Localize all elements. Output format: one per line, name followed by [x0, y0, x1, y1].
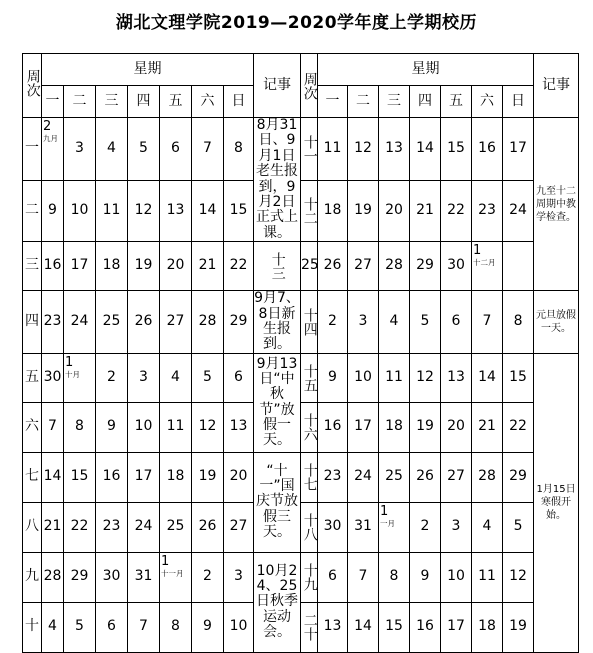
day-cell: 27 — [160, 291, 192, 354]
weekday-header: 六 — [192, 86, 224, 118]
day-cell: 30 — [318, 502, 348, 552]
day-cell: 10 — [441, 552, 472, 602]
day-cell: 7 — [42, 402, 64, 452]
week-row — [23, 552, 579, 602]
day-cell: 25 — [96, 291, 128, 354]
calendar-body — [23, 54, 579, 653]
day-cell: 8 — [64, 402, 96, 452]
day-cell: 12 — [192, 402, 224, 452]
day-cell: 15 — [379, 602, 410, 652]
day-cell: 2 — [96, 353, 128, 402]
notes-header-right: 记事 — [534, 54, 579, 118]
day-cell: 26 — [128, 291, 160, 354]
day-cell: 13 — [379, 118, 410, 181]
note-cell — [534, 291, 579, 354]
day-cell: 10 — [348, 353, 379, 402]
day-cell — [42, 118, 64, 181]
day-cell: 21 — [472, 402, 503, 452]
day-cell: 20 — [441, 402, 472, 452]
day-cell: 11 — [318, 118, 348, 181]
day-cell: 11 — [96, 180, 128, 241]
day-cell: 30 — [96, 552, 128, 602]
day-cell: 9 — [192, 602, 224, 652]
week-number-cell: 四 — [23, 291, 42, 354]
day-cell: 4 — [379, 291, 410, 354]
weekday-header: 日 — [503, 86, 534, 118]
day-cell: 19 — [192, 452, 224, 502]
day-cell: 21 — [42, 502, 64, 552]
day-cell: 6 — [318, 552, 348, 602]
day-cell: 25 — [160, 502, 192, 552]
day-cell: 8 — [224, 118, 254, 181]
day-cell: 14 — [348, 602, 379, 652]
week-number-cell: 六 — [23, 402, 42, 452]
week-row — [23, 291, 579, 354]
day-cell: 18 — [96, 242, 128, 291]
day-cell: 17 — [64, 242, 96, 291]
week-number-cell: 五 — [23, 353, 42, 402]
day-cell: 29 — [410, 242, 441, 291]
month-label: 十月 — [65, 369, 80, 379]
note-text: 9月7、8日新生报到。 — [254, 290, 300, 353]
day-cell: 26 — [192, 502, 224, 552]
weekday-group-header-left: 星期 — [42, 54, 254, 86]
day-cell: 4 — [472, 502, 503, 552]
notes-header-left: 记事 — [254, 54, 301, 118]
note-cell — [254, 353, 301, 452]
day-cell: 3 — [441, 502, 472, 552]
day-cell: 21 — [192, 242, 224, 291]
week-number-cell: 二十 — [301, 602, 318, 652]
day-cell: 14 — [192, 180, 224, 241]
day-cell: 20 — [160, 242, 192, 291]
day-cell: 3 — [64, 118, 96, 181]
day-cell: 13 — [224, 402, 254, 452]
month-start-mark — [380, 505, 395, 529]
day-cell: 20 — [379, 180, 410, 241]
day-cell — [160, 552, 192, 602]
note-cell — [534, 118, 579, 291]
note-cell — [534, 353, 579, 652]
week-row — [23, 353, 579, 402]
day-number: 1 — [473, 243, 482, 259]
week-number-cell: 十一 — [301, 118, 318, 181]
day-cell: 24 — [503, 180, 534, 241]
day-cell: 12 — [410, 353, 441, 402]
week-row — [23, 180, 579, 241]
month-start-mark — [43, 120, 58, 144]
day-cell: 2 — [410, 502, 441, 552]
day-cell: 29 — [503, 452, 534, 502]
week-number-cell: 十三 — [254, 242, 301, 291]
day-cell: 10 — [224, 602, 254, 652]
day-cell: 22 — [441, 180, 472, 241]
day-cell: 6 — [160, 118, 192, 181]
day-cell: 7 — [348, 552, 379, 602]
weekday-group-header-right: 星期 — [318, 54, 534, 86]
month-start-mark — [65, 356, 80, 380]
weekday-header: 五 — [441, 86, 472, 118]
day-cell: 10 — [128, 402, 160, 452]
week-number-cell: 七 — [23, 452, 42, 502]
week-number-cell: 十五 — [301, 353, 318, 402]
day-cell: 19 — [503, 602, 534, 652]
weekday-header: 二 — [64, 86, 96, 118]
note-cell — [254, 118, 301, 242]
day-cell: 9 — [410, 552, 441, 602]
day-cell: 15 — [224, 180, 254, 241]
week-number-header-left — [23, 54, 42, 118]
note-text: 10月24、25日秋季运动会。 — [256, 562, 299, 641]
day-cell: 23 — [318, 452, 348, 502]
day-cell: 6 — [224, 353, 254, 402]
day-cell: 22 — [503, 402, 534, 452]
note-text: 元旦放假一天。 — [536, 309, 577, 334]
day-cell: 20 — [224, 452, 254, 502]
day-cell: 18 — [379, 402, 410, 452]
weekday-header: 六 — [472, 86, 503, 118]
week-number-label: 周次 — [24, 69, 41, 98]
note-cell — [254, 452, 301, 552]
note-text: 九至十二周期中教学检查。 — [536, 185, 577, 223]
day-cell: 29 — [224, 291, 254, 354]
week-row — [23, 118, 579, 181]
day-cell: 18 — [160, 452, 192, 502]
day-cell: 7 — [472, 291, 503, 354]
note-cell — [254, 552, 301, 652]
day-cell: 27 — [441, 452, 472, 502]
week-row — [23, 602, 579, 652]
header-row-1 — [23, 54, 579, 86]
day-cell: 17 — [348, 402, 379, 452]
day-cell: 25 — [301, 242, 318, 291]
month-label: 一月 — [380, 518, 396, 528]
week-number-cell: 十六 — [301, 402, 318, 452]
day-cell: 16 — [318, 402, 348, 452]
day-cell: 14 — [42, 452, 64, 502]
day-number: 1 — [65, 354, 74, 370]
day-cell: 10 — [64, 180, 96, 241]
day-cell: 31 — [128, 552, 160, 602]
day-cell: 22 — [64, 502, 96, 552]
week-row — [23, 402, 579, 452]
note-text: 8月31日、9月1日老生报到，9月2日正式上课。 — [256, 117, 299, 241]
day-cell: 9 — [42, 180, 64, 241]
day-cell: 16 — [96, 452, 128, 502]
day-cell: 11 — [379, 353, 410, 402]
day-cell: 16 — [42, 242, 64, 291]
day-cell: 19 — [410, 402, 441, 452]
day-cell: 2 — [318, 291, 348, 354]
week-number-cell: 十九 — [301, 552, 318, 602]
day-cell: 19 — [128, 242, 160, 291]
day-cell: 12 — [128, 180, 160, 241]
week-number-cell: 十 — [23, 602, 42, 652]
day-cell: 28 — [42, 552, 64, 602]
day-cell: 28 — [192, 291, 224, 354]
weekday-header: 四 — [410, 86, 441, 118]
month-start-mark — [161, 555, 184, 579]
weekday-header: 二 — [348, 86, 379, 118]
day-cell: 3 — [224, 552, 254, 602]
day-number: 1 — [380, 503, 389, 519]
weekday-header: 日 — [224, 86, 254, 118]
day-number: 2 — [43, 119, 52, 134]
day-cell: 31 — [348, 502, 379, 552]
day-number: 1 — [161, 553, 170, 569]
day-cell: 13 — [441, 353, 472, 402]
day-cell: 5 — [503, 502, 534, 552]
day-cell: 22 — [224, 242, 254, 291]
day-cell: 2 — [192, 552, 224, 602]
week-number-cell: 十四 — [301, 291, 318, 354]
week-number-cell: 一 — [23, 118, 42, 181]
day-cell: 6 — [96, 602, 128, 652]
weekday-header: 一 — [42, 86, 64, 118]
day-cell: 26 — [318, 242, 348, 291]
day-cell: 15 — [503, 353, 534, 402]
day-cell: 23 — [96, 502, 128, 552]
day-cell: 17 — [503, 118, 534, 181]
weekday-header: 三 — [96, 86, 128, 118]
day-cell: 3 — [128, 353, 160, 402]
day-cell: 27 — [348, 242, 379, 291]
day-cell: 21 — [410, 180, 441, 241]
day-cell: 5 — [410, 291, 441, 354]
note-text: 9月13日“中秋节”放假一天。 — [256, 355, 298, 449]
weekday-header: 一 — [318, 86, 348, 118]
day-cell: 14 — [410, 118, 441, 181]
day-cell: 16 — [410, 602, 441, 652]
day-cell: 12 — [348, 118, 379, 181]
week-number-cell: 十七 — [301, 452, 318, 502]
note-text: “十一”国庆节放假三天。 — [256, 462, 299, 541]
day-cell: 3 — [348, 291, 379, 354]
note-cell — [254, 291, 301, 354]
day-cell: 18 — [472, 602, 503, 652]
week-row — [23, 242, 579, 291]
day-cell: 23 — [42, 291, 64, 354]
day-cell: 18 — [318, 180, 348, 241]
day-cell: 5 — [128, 118, 160, 181]
day-cell: 9 — [318, 353, 348, 402]
week-number-cell: 三 — [23, 242, 42, 291]
page-title: 湖北文理学院2019—2020学年度上学期校历 — [115, 13, 478, 33]
day-cell — [64, 353, 96, 402]
week-row — [23, 452, 579, 502]
day-cell: 29 — [64, 552, 96, 602]
day-cell: 30 — [42, 353, 64, 402]
day-cell: 17 — [441, 602, 472, 652]
day-cell: 9 — [96, 402, 128, 452]
day-cell: 5 — [64, 602, 96, 652]
day-cell: 6 — [441, 291, 472, 354]
day-cell: 17 — [128, 452, 160, 502]
day-cell: 8 — [503, 291, 534, 354]
day-cell: 19 — [348, 180, 379, 241]
day-cell: 4 — [160, 353, 192, 402]
month-start-mark — [473, 244, 496, 268]
day-cell: 24 — [128, 502, 160, 552]
day-cell: 7 — [192, 118, 224, 181]
week-number-cell: 十二 — [301, 180, 318, 241]
day-cell: 13 — [160, 180, 192, 241]
day-cell: 15 — [441, 118, 472, 181]
day-cell: 11 — [472, 552, 503, 602]
day-cell: 5 — [192, 353, 224, 402]
school-calendar-table — [22, 53, 579, 653]
day-cell: 14 — [472, 353, 503, 402]
day-cell: 12 — [503, 552, 534, 602]
note-text: 1月15日寒假开始。 — [536, 484, 576, 522]
week-number-cell: 九 — [23, 552, 42, 602]
day-cell: 24 — [348, 452, 379, 502]
week-number-cell: 八 — [23, 502, 42, 552]
day-cell: 4 — [96, 118, 128, 181]
day-cell: 13 — [318, 602, 348, 652]
day-cell: 28 — [379, 242, 410, 291]
week-number-header-right: 周次 — [301, 54, 318, 118]
day-cell: 25 — [379, 452, 410, 502]
day-cell: 27 — [224, 502, 254, 552]
day-cell — [379, 502, 410, 552]
day-cell: 4 — [42, 602, 64, 652]
day-cell: 16 — [472, 118, 503, 181]
week-number-cell: 二 — [23, 180, 42, 241]
day-cell: 15 — [64, 452, 96, 502]
day-cell: 28 — [472, 452, 503, 502]
day-cell: 8 — [160, 602, 192, 652]
day-cell: 30 — [441, 242, 472, 291]
day-cell: 26 — [410, 452, 441, 502]
weekday-header: 三 — [379, 86, 410, 118]
day-cell: 11 — [160, 402, 192, 452]
month-label: 十二月 — [473, 258, 496, 268]
week-number-cell: 十八 — [301, 502, 318, 552]
month-label: 十一月 — [161, 568, 184, 578]
day-cell — [472, 242, 503, 291]
weekday-header: 五 — [160, 86, 192, 118]
day-cell: 23 — [472, 180, 503, 241]
day-cell: 8 — [379, 552, 410, 602]
week-row — [23, 502, 579, 552]
day-cell: 7 — [128, 602, 160, 652]
day-cell: 24 — [64, 291, 96, 354]
month-label: 九月 — [43, 134, 58, 144]
weekday-header: 四 — [128, 86, 160, 118]
